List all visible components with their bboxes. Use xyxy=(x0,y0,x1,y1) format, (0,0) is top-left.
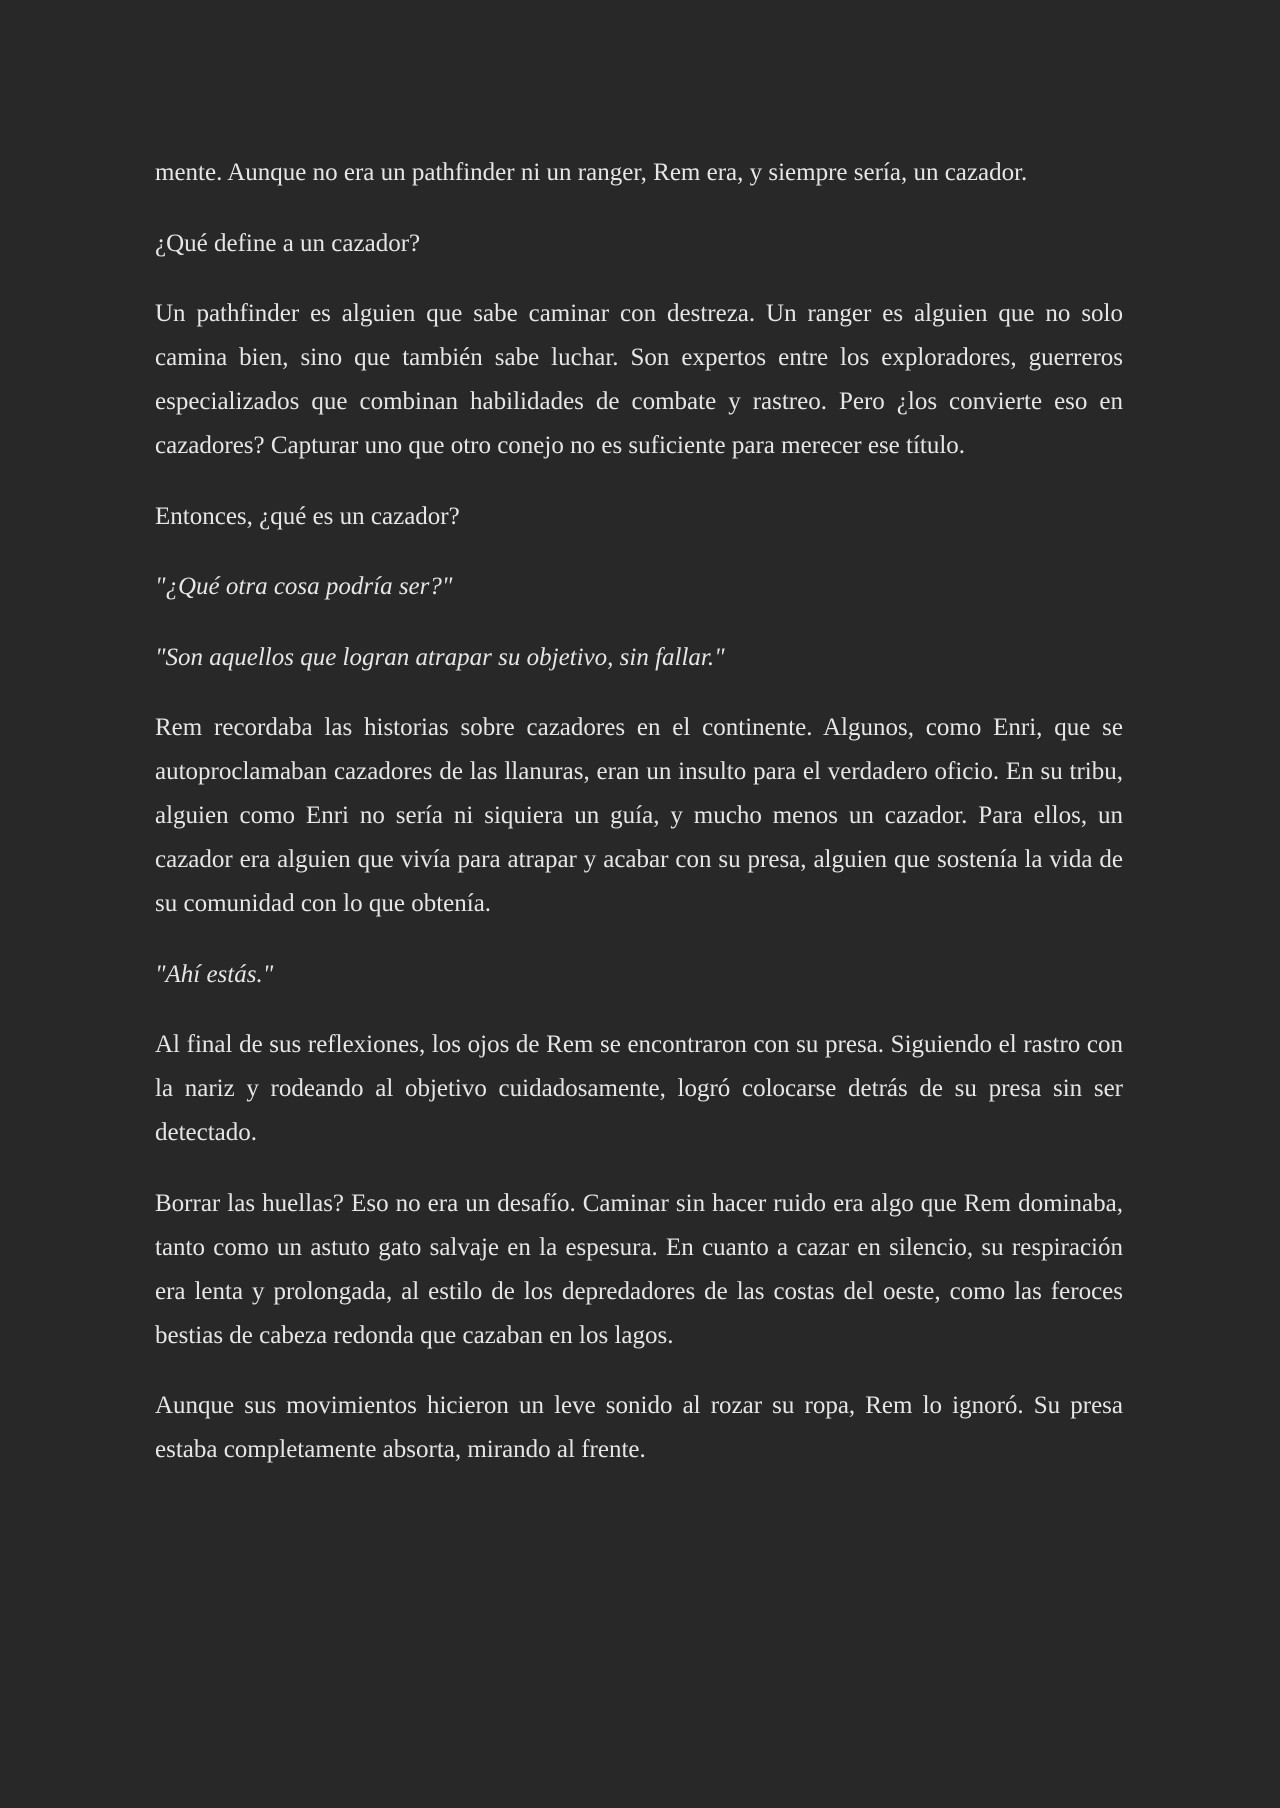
paragraph: Entonces, ¿qué es un cazador? xyxy=(155,502,460,530)
reader-page xyxy=(155,151,1123,1499)
paragraph: Aunque sus movimientos hicieron un leve sonido al rozar su ropa, Rem lo ignoró. Su presa estaba completamente absorta, mirando al frente. xyxy=(155,1392,1123,1463)
paragraph: ¿Qué define a un cazador? xyxy=(155,229,421,257)
dialogue-line: "Son aquellos que logran atrapar su objetivo, sin fallar." xyxy=(155,643,725,671)
paragraph: Borrar las huellas? Eso no era un desafío. Caminar sin hacer ruido era algo que Rem dominaba, tanto como un astuto gato salvaje en la espesura. En cuanto a cazar en silencio, su respiración era lenta y prolongada, al estilo de los depredadores de las costas del oeste, como las feroces bestias de cabeza redonda que cazaban en los lagos. xyxy=(155,1189,1123,1349)
paragraph: Al final de sus reflexiones, los ojos de Rem se encontraron con su presa. Siguiendo el rastro con la nariz y rodeando al objetivo cuidadosamente, logró colocarse detrás de su presa sin ser detectado. xyxy=(155,1031,1123,1146)
dialogue-line: "¿Qué otra cosa podría ser?" xyxy=(155,573,453,600)
paragraph: Un pathfinder es alguien que sabe caminar con destreza. Un ranger es alguien que no solo camina bien, sino que también sabe luchar. Son expertos entre los exploradores, guerreros especializados que combinan habilidades de combate y rastreo. Pero ¿los convierte eso en cazadores? Capturar uno que otro conejo no es suficiente para merecer ese título. xyxy=(155,300,1123,459)
paragraph: mente. Aunque no era un pathfinder ni un ranger, Rem era, y siempre sería, un cazador. xyxy=(155,159,1028,186)
dialogue-line: "Ahí estás." xyxy=(155,960,274,988)
paragraph: Rem recordaba las historias sobre cazadores en el continente. Algunos, como Enri, que se autoproclamaban cazadores de las llanuras, eran un insulto para el verdadero oficio. En su tribu, alguien como Enri no sería ni siquiera un guía, y mucho menos un cazador. Para ellos, un cazador era alguien que vivía para atrapar y acabar con su presa, alguien que sostenía la vida de su comunidad con lo que obtenía. xyxy=(155,714,1123,917)
